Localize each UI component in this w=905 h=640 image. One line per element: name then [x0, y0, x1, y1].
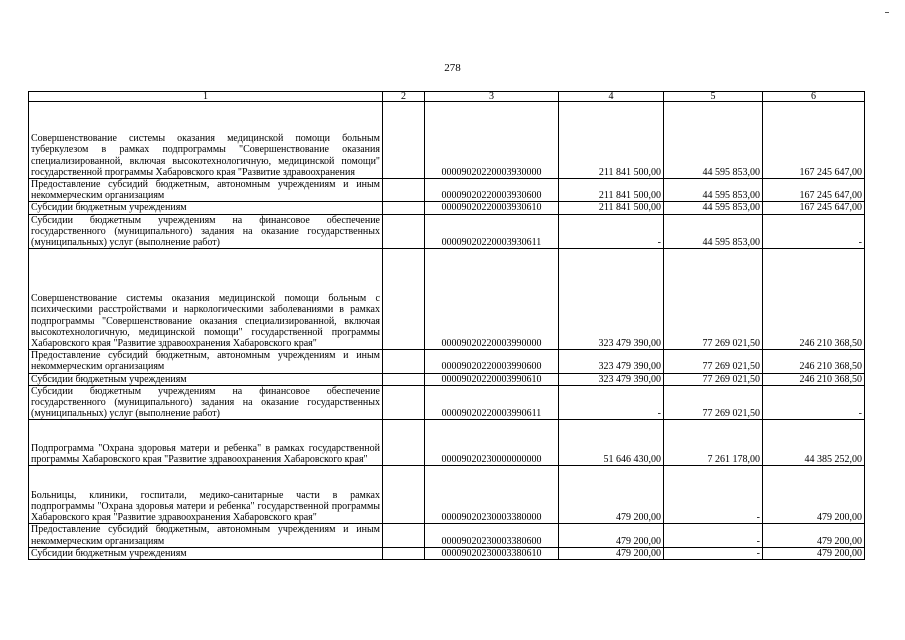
row-col2 [383, 102, 425, 179]
row-code: 00009020220003930000 [425, 102, 559, 179]
row-col2 [383, 202, 425, 214]
row-name: Субсидии бюджетным учреждениям [29, 373, 383, 385]
row-value-6: 167 245 647,00 [763, 202, 865, 214]
row-name: Предоставление субсидий бюджетным, автономным учреждениям и иным некоммерческим организациям [29, 179, 383, 202]
row-name: Субсидии бюджетным учреждениям на финансовое обеспечение государственного (муниципального) задания на оказание государственных (муниципальных) услуг (выполнение работ) [29, 385, 383, 420]
row-value-6: 246 210 368,50 [763, 249, 865, 350]
row-value-6: 479 200,00 [763, 524, 865, 547]
column-header: 1 [29, 92, 383, 102]
row-value-5: - [664, 547, 763, 559]
row-value-4: 51 646 430,00 [559, 420, 664, 466]
row-value-6: - [763, 214, 865, 249]
row-code: 00009020220003930600 [425, 179, 559, 202]
row-code: 00009020230003380610 [425, 547, 559, 559]
row-value-4: 479 200,00 [559, 547, 664, 559]
row-value-5: 77 269 021,50 [664, 373, 763, 385]
row-value-4: 479 200,00 [559, 524, 664, 547]
row-value-4: 211 841 500,00 [559, 202, 664, 214]
row-value-5: 7 261 178,00 [664, 420, 763, 466]
row-name: Субсидии бюджетным учреждениям [29, 202, 383, 214]
row-col2 [383, 524, 425, 547]
row-value-6: 479 200,00 [763, 547, 865, 559]
row-name: Предоставление субсидий бюджетным, автономным учреждениям и иным некоммерческим организациям [29, 350, 383, 373]
row-code: 00009020220003990611 [425, 385, 559, 420]
row-value-4: 323 479 390,00 [559, 249, 664, 350]
column-header: 4 [559, 92, 664, 102]
table-row [29, 385, 865, 420]
row-value-6: 44 385 252,00 [763, 420, 865, 466]
row-col2 [383, 385, 425, 420]
row-value-6: 246 210 368,50 [763, 350, 865, 373]
row-code: 00009020230003380600 [425, 524, 559, 547]
row-value-5: 44 595 853,00 [664, 179, 763, 202]
row-name: Предоставление субсидий бюджетным, автономным учреждениям и иным некоммерческим организациям [29, 524, 383, 547]
row-value-5: 44 595 853,00 [664, 102, 763, 179]
row-col2 [383, 350, 425, 373]
row-value-5: 77 269 021,50 [664, 249, 763, 350]
row-value-4: 479 200,00 [559, 466, 664, 524]
column-header: 3 [425, 92, 559, 102]
row-code: 00009020220003990600 [425, 350, 559, 373]
row-col2 [383, 547, 425, 559]
column-header: 6 [763, 92, 865, 102]
row-value-5: 77 269 021,50 [664, 385, 763, 420]
corner-mark [885, 12, 889, 13]
row-col2 [383, 249, 425, 350]
row-name: Больницы, клиники, госпитали, медико-санитарные части в рамках подпрограммы "Охрана здоровья матери и ребенка" государственной программы Хабаровского края "Развитие здравоохранения Хабаровского края" [29, 466, 383, 524]
row-value-6: 246 210 368,50 [763, 373, 865, 385]
table-row [29, 179, 865, 202]
row-value-4: 323 479 390,00 [559, 373, 664, 385]
page-number: 278 [444, 62, 461, 74]
row-name: Подпрограмма "Охрана здоровья матери и ребенка" в рамках государственной программы Хабаровского края "Развитие здравоохранения Хабаровского края" [29, 420, 383, 466]
table-row [29, 249, 865, 350]
table-row [29, 547, 865, 559]
row-col2 [383, 466, 425, 524]
row-name: Совершенствование системы оказания медицинской помощи больным туберкулезом в рамках подпрограммы "Совершенствование оказания специализированной, включая высокотехнологичную, медицинской помощи" государственной программы Хабаровского края "Развитие здравоохранения [29, 102, 383, 179]
row-name: Субсидии бюджетным учреждениям [29, 547, 383, 559]
row-value-5: - [664, 524, 763, 547]
table-row [29, 214, 865, 249]
row-code: 00009020220003990610 [425, 373, 559, 385]
table-row [29, 524, 865, 547]
row-code: 00009020230000000000 [425, 420, 559, 466]
row-code: 00009020230003380000 [425, 466, 559, 524]
row-col2 [383, 420, 425, 466]
row-code: 00009020220003930610 [425, 202, 559, 214]
row-value-4: - [559, 214, 664, 249]
table-row [29, 102, 865, 179]
row-col2 [383, 214, 425, 249]
row-value-4: - [559, 385, 664, 420]
row-value-5: - [664, 466, 763, 524]
row-value-6: 167 245 647,00 [763, 179, 865, 202]
table-row [29, 420, 865, 466]
row-value-6: 167 245 647,00 [763, 102, 865, 179]
table-row [29, 350, 865, 373]
row-value-5: 44 595 853,00 [664, 202, 763, 214]
row-col2 [383, 373, 425, 385]
row-value-6: 479 200,00 [763, 466, 865, 524]
header-row [29, 92, 865, 102]
column-header: 5 [664, 92, 763, 102]
budget-table [28, 91, 865, 560]
row-value-6: - [763, 385, 865, 420]
row-value-5: 77 269 021,50 [664, 350, 763, 373]
row-name: Субсидии бюджетным учреждениям на финансовое обеспечение государственного (муниципального) задания на оказание государственных (муниципальных) услуг (выполнение работ) [29, 214, 383, 249]
row-value-4: 211 841 500,00 [559, 102, 664, 179]
table-row [29, 466, 865, 524]
row-value-5: 44 595 853,00 [664, 214, 763, 249]
row-name: Совершенствование системы оказания медицинской помощи больным с психическими расстройствами и наркологическими заболеваниями в рамках подпрограммы "Совершенствование оказания специализированной, включая высокотехнологичную, медицинской помощи" государственной программы Хабаровского края "Развитие здравоохранения Хабаровского края" [29, 249, 383, 350]
row-col2 [383, 179, 425, 202]
table-row [29, 202, 865, 214]
column-header: 2 [383, 92, 425, 102]
row-value-4: 211 841 500,00 [559, 179, 664, 202]
table-row [29, 373, 865, 385]
row-value-4: 323 479 390,00 [559, 350, 664, 373]
row-code: 00009020220003930611 [425, 214, 559, 249]
row-code: 00009020220003990000 [425, 249, 559, 350]
